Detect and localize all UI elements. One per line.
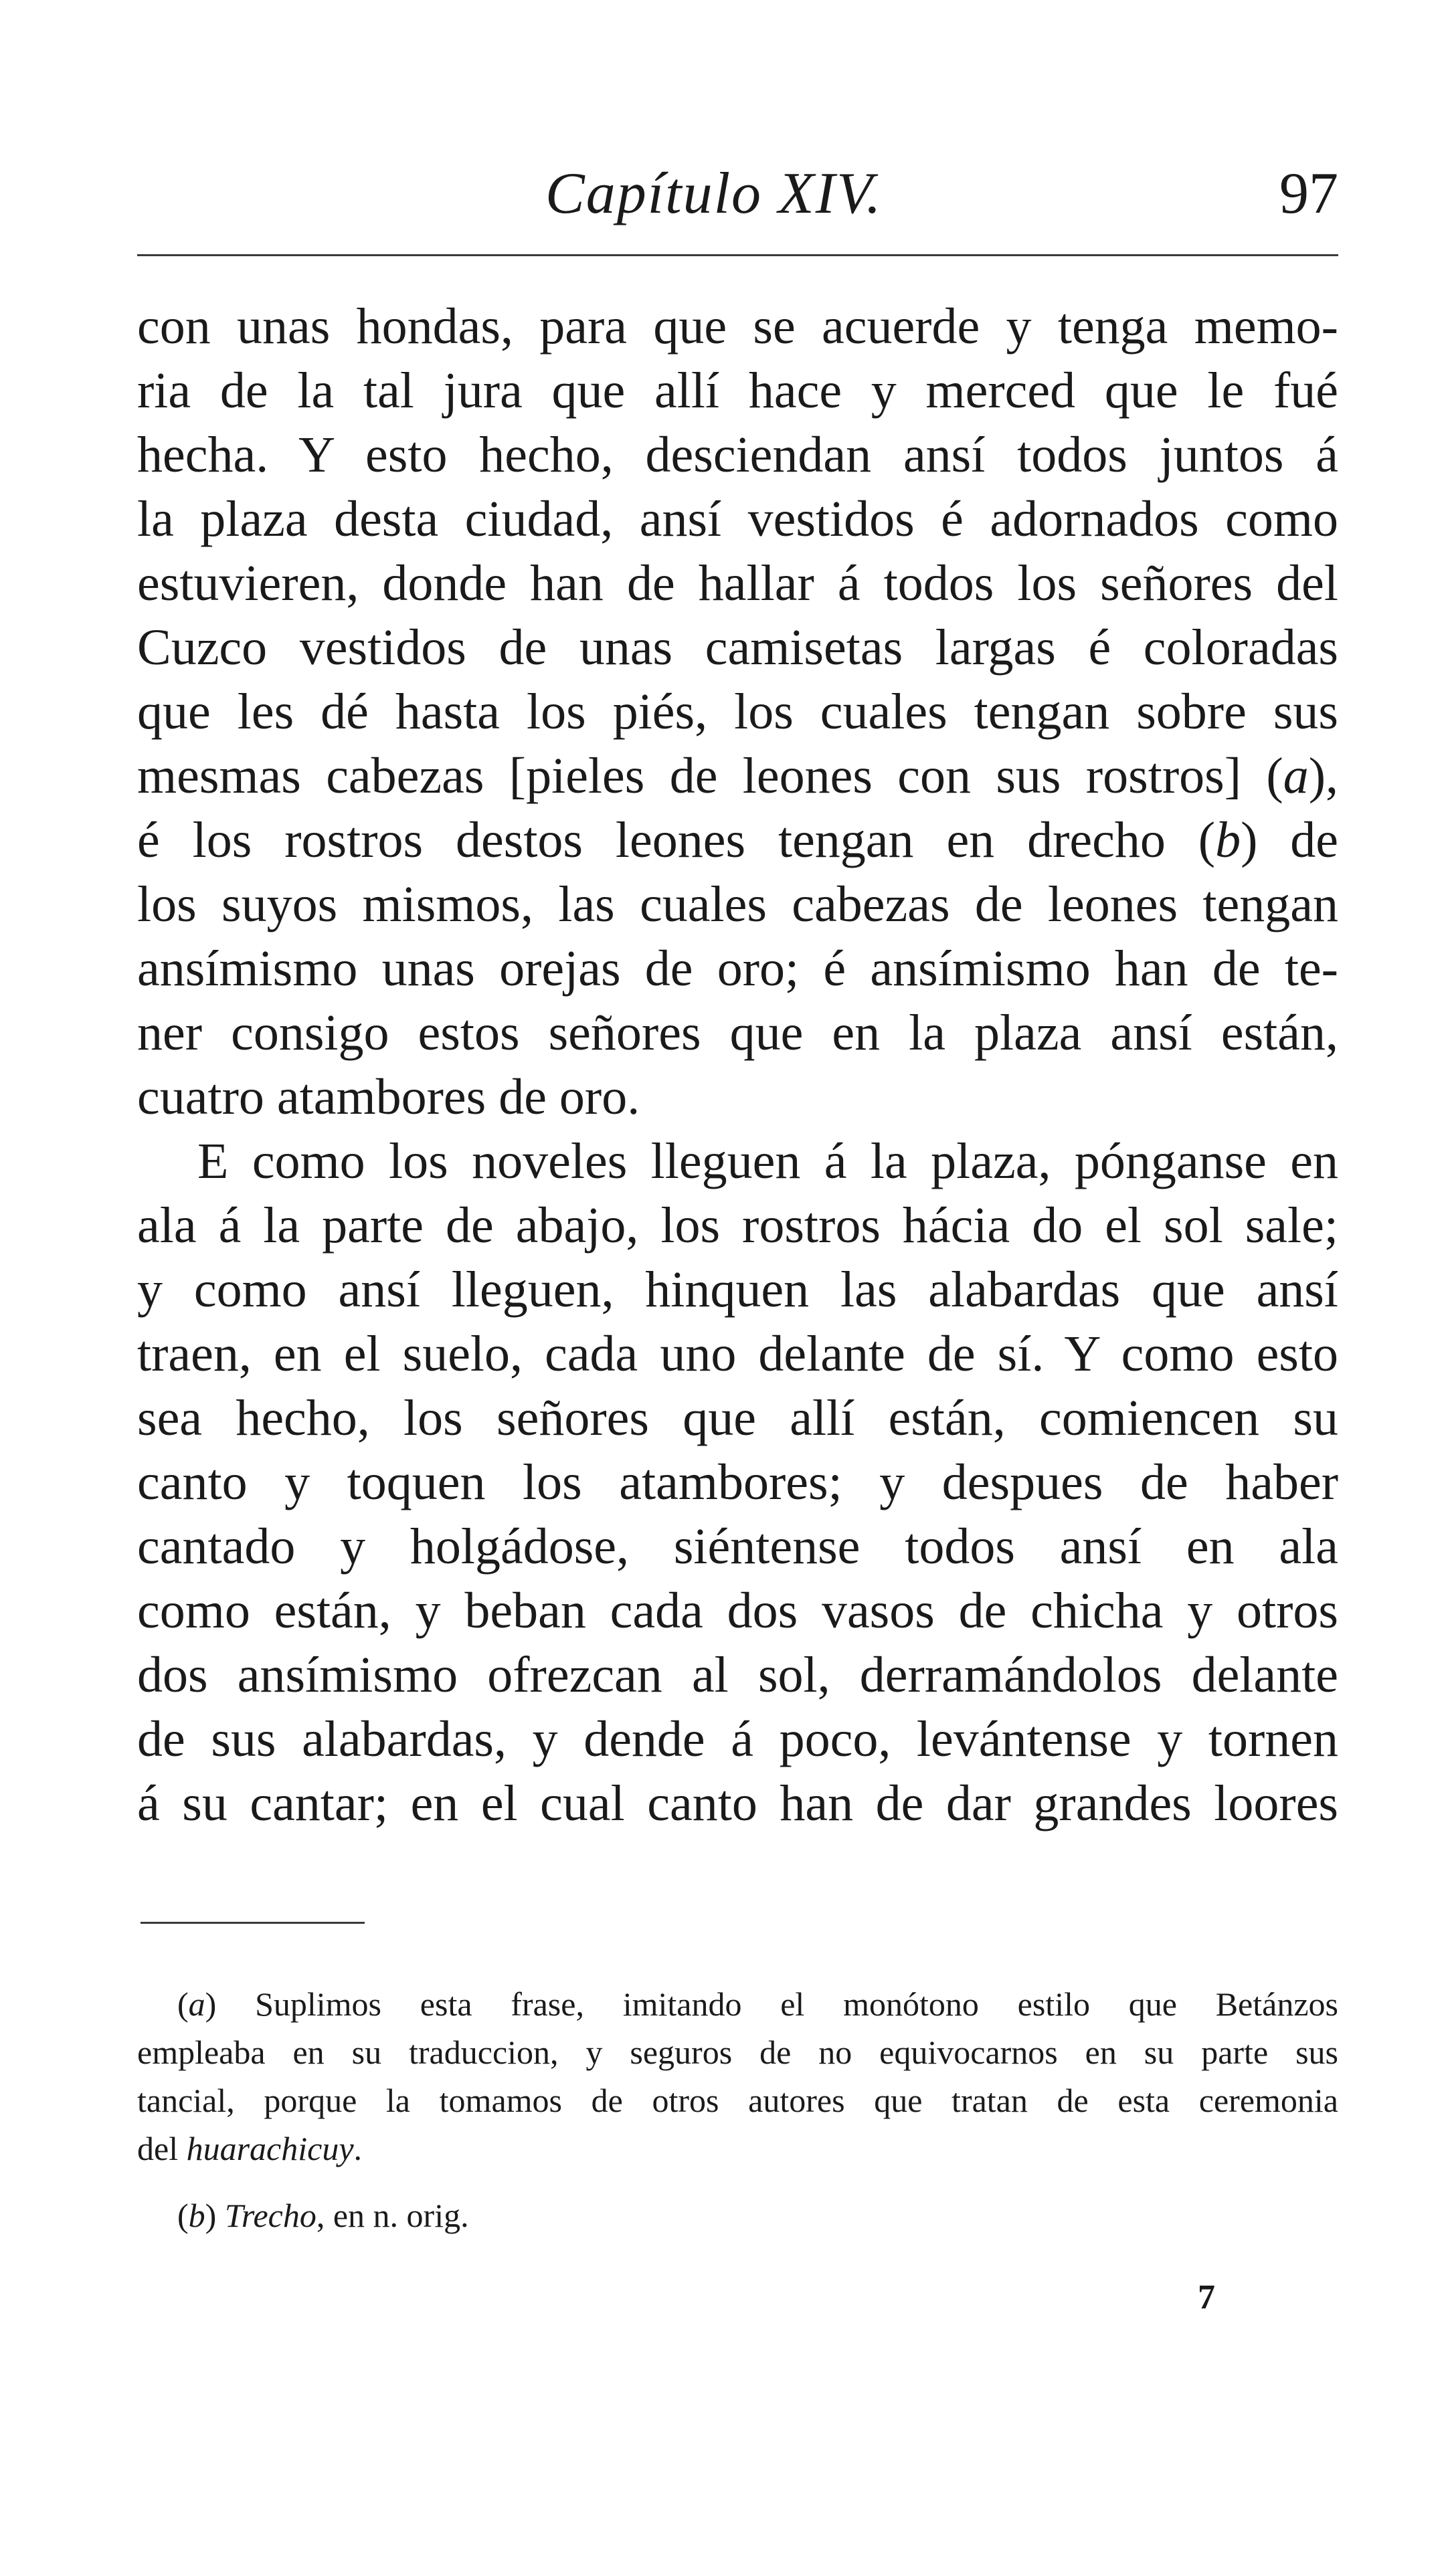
text-line: de sus alabardas, y dende á poco, levántense y tornen xyxy=(137,1711,1338,1767)
text-line: los suyos mismos, las cuales cabezas de leones tengan xyxy=(137,876,1338,932)
text-line: canto y toquen los atambores; y despues de haber xyxy=(137,1454,1338,1510)
text-line xyxy=(137,744,1338,808)
text-segment: Trecho xyxy=(224,2197,316,2234)
text-line: ansímismo unas orejas de oro; é ansímismo han de te- xyxy=(137,940,1338,997)
paragraph-2 xyxy=(137,1129,1338,1836)
chapter-title: Capítulo XIV. xyxy=(545,161,883,226)
text-segment: ), xyxy=(1308,748,1338,804)
footnote-line xyxy=(137,2124,1338,2173)
footnote-rule xyxy=(141,1922,365,1924)
text-line: la plaza desta ciudad, ansí vestidos é adornados como xyxy=(137,491,1338,547)
text-line xyxy=(137,808,1338,872)
text-segment: , en n. orig. xyxy=(316,2197,469,2234)
footnote-line: (a) Suplimos esta frase, imitando el monótono estilo que Betánzos xyxy=(177,1985,1338,2023)
text-line: que les dé hasta los piés, los cuales tengan sobre sus xyxy=(137,684,1338,740)
text-line: y como ansí lleguen, hinquen las alabardas que ansí xyxy=(137,1262,1338,1318)
paragraph-1 xyxy=(137,294,1338,1129)
text-segment: ) de xyxy=(1241,812,1338,868)
text-line: con unas hondas, para que se acuerde y tenga memo- xyxy=(137,298,1338,355)
footnotes xyxy=(137,1980,1338,2240)
text-segment: Suplimos esta frase, imitando el monótono estilo que Betánzos xyxy=(255,1985,1338,2023)
text-line: ria de la tal jura que allí hace y merced que le fué xyxy=(137,363,1338,419)
footnote-line: (b) Trecho, en n. orig. xyxy=(177,2197,469,2234)
footnote-line: empleaba en su traduccion, y seguros de no equivocarnos en su parte sus xyxy=(137,2034,1338,2071)
text-line: á su cantar; en el cual canto han de dar grandes loores xyxy=(137,1775,1338,1831)
text-line: ner consigo estos señores que en la plaza ansí están, xyxy=(137,1005,1338,1061)
text-line: ala á la parte de abajo, los rostros hácia do el sol sale; xyxy=(137,1197,1338,1254)
header-rule xyxy=(137,254,1338,256)
running-head xyxy=(137,157,1338,231)
text-line: E como los noveles lleguen á la plaza, pónganse en xyxy=(197,1133,1338,1189)
text-segment: é los rostros destos leones tengan en drecho ( xyxy=(137,812,1216,868)
text-line: dos ansímismo ofrezcan al sol, derramándolos delante xyxy=(137,1647,1338,1703)
text-segment: . xyxy=(353,2130,363,2167)
text-line: cantado y holgádose, siéntense todos ansí en ala xyxy=(137,1518,1338,1575)
footnote-marker: b xyxy=(188,2197,205,2234)
footnote-marker: a xyxy=(188,1985,205,2023)
text-line: traen, en el suelo, cada uno delante de sí. Y como esto xyxy=(137,1326,1338,1382)
footnote-line: tancial, porque la tomamos de otros autores que tratan de esta ceremonia xyxy=(137,2082,1338,2119)
page-number: 97 xyxy=(1279,161,1338,226)
text-line: cuatro atambores de oro. xyxy=(137,1069,640,1125)
text-line: como están, y beban cada dos vasos de chicha y otros xyxy=(137,1583,1338,1639)
footnote-ref-b: b xyxy=(1215,812,1241,868)
text-segment: del xyxy=(137,2130,187,2167)
body-text xyxy=(137,294,1338,1836)
footnote-b xyxy=(137,2191,1338,2240)
footnote-ref-a: a xyxy=(1283,748,1309,804)
text-line: hecha. Y esto hecho, desciendan ansí todos juntos á xyxy=(137,427,1338,483)
footnote-a xyxy=(137,1980,1338,2173)
text-segment: huarachicuy xyxy=(186,2130,354,2167)
text-line: sea hecho, los señores que allí están, comiencen su xyxy=(137,1390,1338,1446)
text-segment: mesmas cabezas [pieles de leones con sus rostros] ( xyxy=(137,748,1283,804)
text-line: Cuzco vestidos de unas camisetas largas é coloradas xyxy=(137,619,1338,676)
signature-mark: 7 xyxy=(1198,2278,1215,2316)
text-line: estuvieren, donde han de hallar á todos los señores del xyxy=(137,555,1338,611)
